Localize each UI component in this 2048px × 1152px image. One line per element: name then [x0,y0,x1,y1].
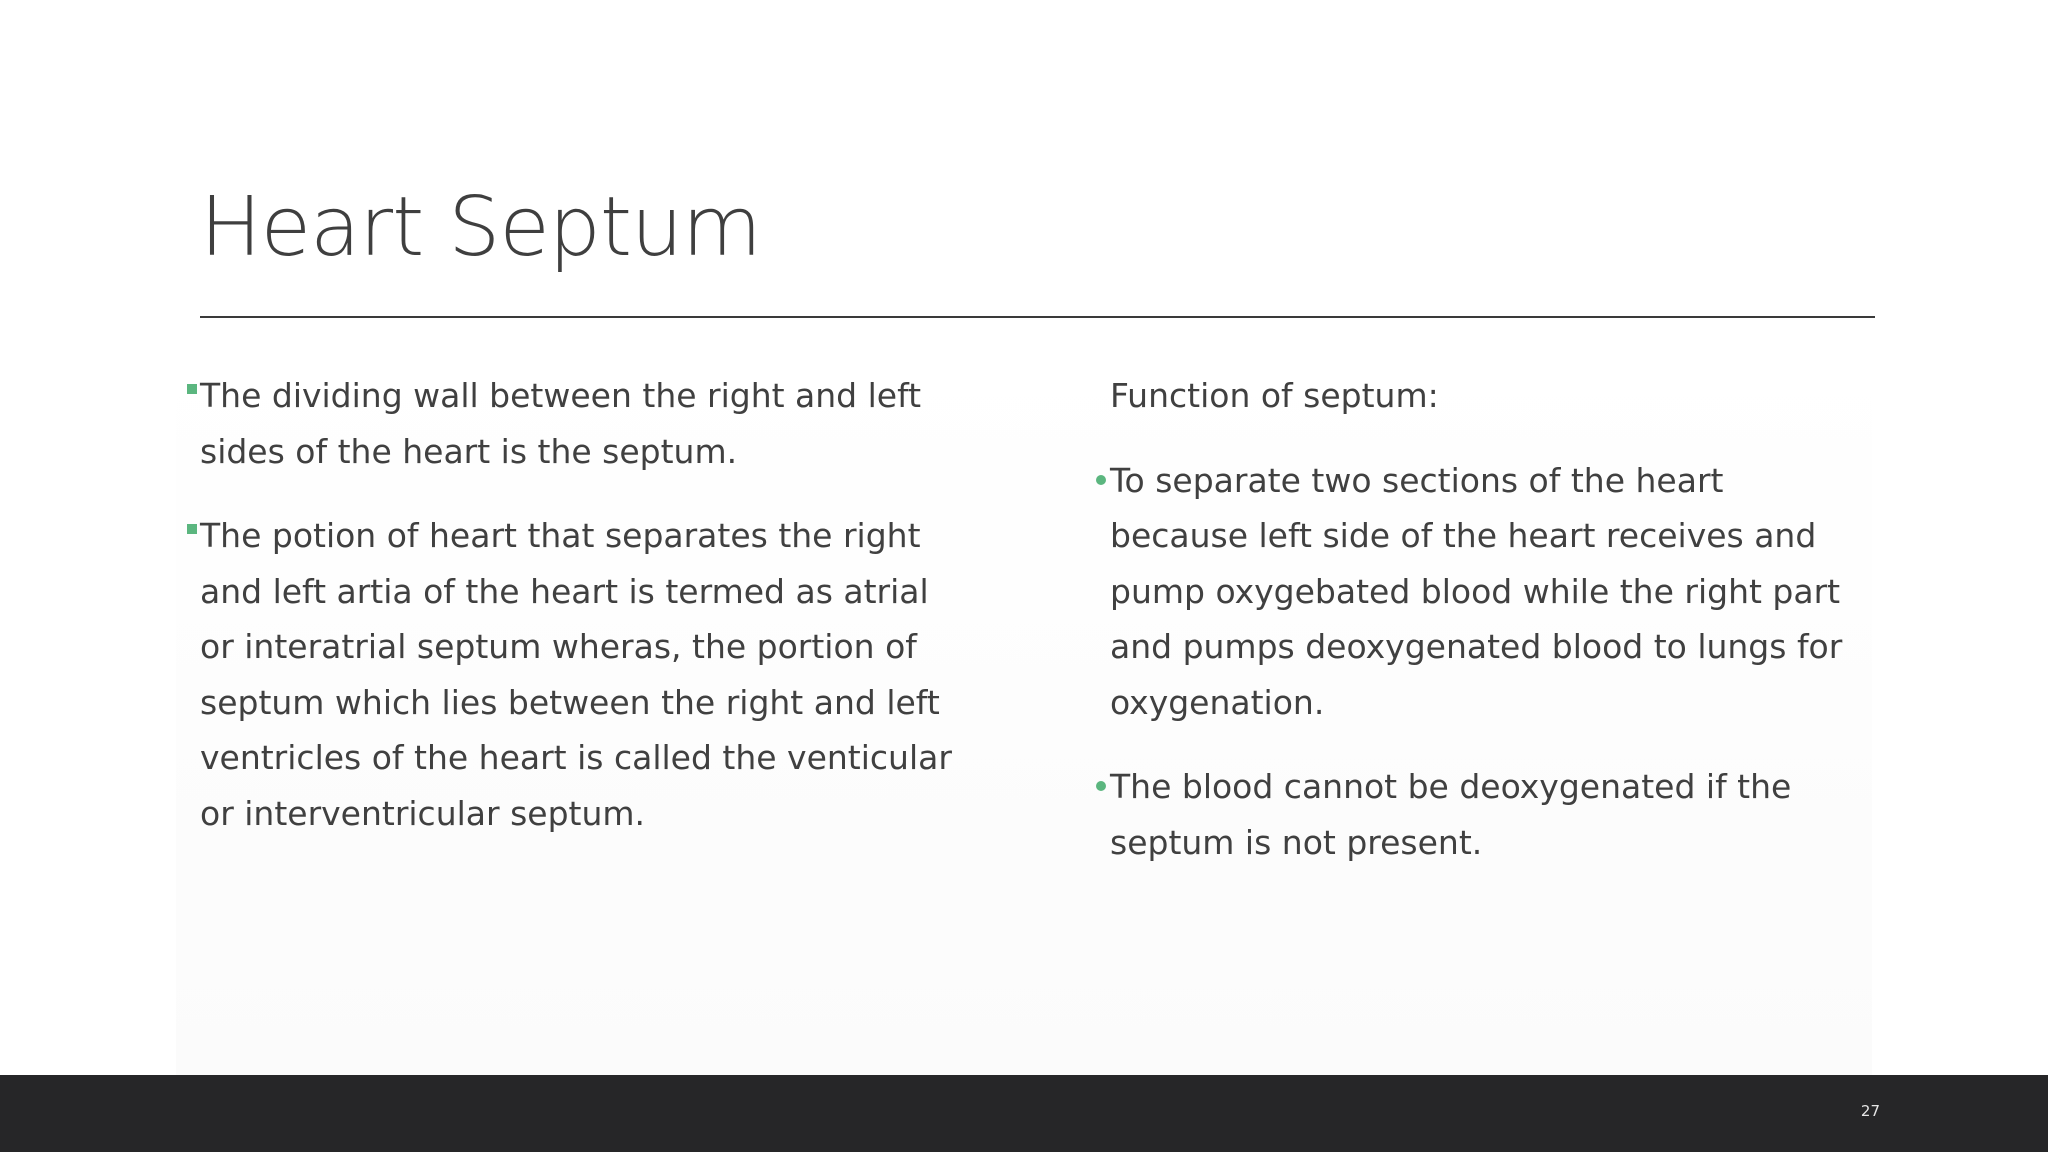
right-bullet-1 [1110,453,1870,731]
right-bullet-2-text: The blood cannot be deoxygenated if the septum is not present. [1110,767,1792,862]
right-bullet-2 [1110,759,1870,870]
footer-bar [0,1075,2048,1152]
dot-bullet-icon [1096,781,1106,791]
function-heading: Function of septum: [1110,376,1439,415]
square-bullet-icon [187,524,197,534]
right-column [1110,368,1870,899]
page-number: 27 [1860,1102,1880,1120]
right-bullet-1-text: To separate two sections of the heart because left side of the heart receives and pump oxygebated blood while the right part and pumps deoxygenated blood to lungs for oxygenation. [1110,460,1843,722]
title-divider [200,316,1875,318]
left-bullet-1-text: The dividing wall between the right and left sides of the heart is the septum. [200,376,922,471]
left-bullet-2-text: The potion of heart that separates the right and left artia of the heart is termed as atrial or interatrial septum wheras, the portion of septum which lies between the right and left ventricles of the heart is called the venticular or interventricular septum. [200,516,952,833]
left-bullet-2 [200,508,970,841]
dot-bullet-icon [1096,475,1106,485]
slide-title: Heart Septum [200,180,761,275]
left-bullet-1 [200,368,970,479]
square-bullet-icon [187,384,197,394]
left-column [200,368,970,870]
